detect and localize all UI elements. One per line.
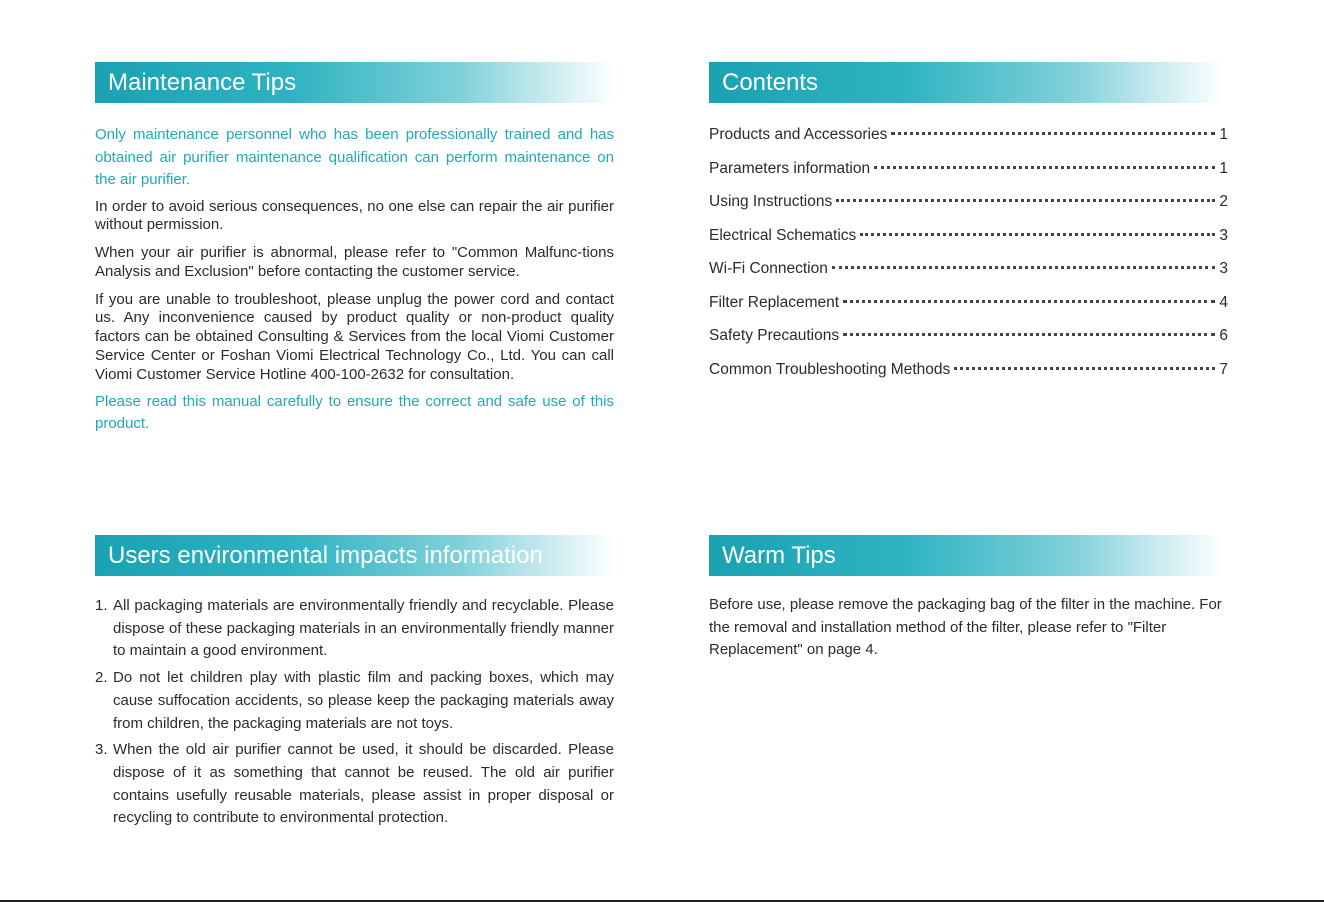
- contents-title: Contents: [722, 69, 819, 96]
- toc-entry[interactable]: [709, 227, 1228, 261]
- troubleshoot-contact-text: If you are unable to troubleshoot, please unplug the power cord and contact us. Any inconvenience caused by product quality or non-product quality factors can be obtained Consulting & Services from the local Viomi Customer Service Center or Foshan Viomi Electrical Technology Co., Ltd. You can call Viomi Customer Service Hotline 400-100-2632 for consultation.: [95, 290, 614, 383]
- toc-leader-dots: [954, 367, 1215, 370]
- list-item-number: 2.: [95, 669, 108, 687]
- toc-entry-page: 1: [1219, 159, 1228, 177]
- toc-entry-title: Common Troubleshooting Methods: [709, 360, 951, 378]
- toc-entry-page: 3: [1219, 226, 1228, 244]
- toc-entry-title: Wi-Fi Connection: [709, 260, 828, 277]
- list-item-text: All packaging materials are environmentally friendly and recyclable. Please dispose of these packaging materials in an environmentally friendly manner to maintain a good environment.: [113, 597, 614, 660]
- list-item-number: 3.: [95, 741, 108, 759]
- environmental-list: [95, 595, 614, 830]
- toc-entry[interactable]: [709, 294, 1228, 328]
- toc-entry-title: Safety Precautions: [709, 327, 840, 344]
- abnormal-reference-text: When your air purifier is abnormal, please refer to "Common Malfunc-tions Analysis and Exclusion" before contacting the customer service.: [95, 244, 614, 280]
- toc-leader-dots: [891, 132, 1215, 135]
- toc-entry-title: Parameters information: [709, 159, 871, 177]
- repair-permission-text: In order to avoid serious consequences, no one else can repair the air purifier without permission.: [95, 197, 614, 234]
- maintenance-tips-section: [95, 124, 614, 436]
- contents-header: [709, 62, 1224, 103]
- toc-entry-title: Electrical Schematics: [709, 226, 857, 244]
- toc-entry[interactable]: [709, 126, 1228, 160]
- environmental-impacts-header: [95, 535, 614, 576]
- environmental-impacts-title: Users environmental impacts information: [108, 542, 543, 569]
- list-item: [95, 595, 614, 663]
- warm-tips-header: [709, 535, 1224, 576]
- toc-entry-page: 1: [1219, 126, 1228, 143]
- toc-leader-dots: [843, 300, 1215, 303]
- toc-entry[interactable]: [709, 327, 1228, 361]
- list-item: [95, 667, 614, 735]
- warm-tips-title: Warm Tips: [722, 542, 836, 569]
- environmental-impacts-section: [95, 595, 614, 834]
- toc-leader-dots: [832, 266, 1216, 269]
- toc-entry-page: 2: [1219, 193, 1228, 210]
- toc-entry-title: Filter Replacement: [709, 293, 840, 311]
- list-item-text: When the old air purifier cannot be used, it should be discarded. Please dispose of it as something that cannot be reused. The old air purifier contains usefully reusable materials, please assist in proper disposal or recycling to contribute to environmental protection.: [113, 741, 614, 827]
- toc-entry-page: 4: [1219, 293, 1228, 311]
- toc-entry[interactable]: [709, 361, 1228, 395]
- warm-tips-text: Before use, please remove the packaging bag of the filter in the machine. For the removal and installation method of the filter, please refer to "Filter Replacement" on page 4.: [709, 596, 1222, 658]
- toc-entry-title: Products and Accessories: [709, 126, 888, 143]
- toc-entry[interactable]: [709, 160, 1228, 194]
- table-of-contents: [709, 126, 1228, 394]
- toc-leader-dots: [836, 199, 1215, 202]
- list-item: [95, 739, 614, 830]
- toc-leader-dots: [874, 166, 1215, 169]
- toc-entry-page: 7: [1219, 360, 1228, 378]
- toc-entry[interactable]: [709, 260, 1228, 294]
- toc-entry-page: 3: [1219, 260, 1228, 277]
- toc-entry-page: 6: [1219, 327, 1228, 344]
- maintenance-tips-title: Maintenance Tips: [108, 69, 297, 96]
- toc-leader-dots: [860, 233, 1215, 236]
- read-manual-notice: Please read this manual carefully to ensure the correct and safe use of this product.: [95, 392, 614, 433]
- qualification-notice: Only maintenance personnel who has been professionally trained and has obtained air purifier maintenance qualification can perform maintenance on the air purifier.: [95, 126, 614, 188]
- list-item-text: Do not let children play with plastic film and packing boxes, which may cause suffocation accidents, so please keep the packaging materials away from children, the packaging materials are not toys.: [113, 669, 614, 732]
- toc-entry-title: Using Instructions: [709, 193, 833, 210]
- toc-leader-dots: [843, 333, 1215, 336]
- maintenance-tips-header: [95, 62, 614, 103]
- toc-entry[interactable]: [709, 193, 1228, 227]
- list-item-number: 1.: [95, 597, 108, 614]
